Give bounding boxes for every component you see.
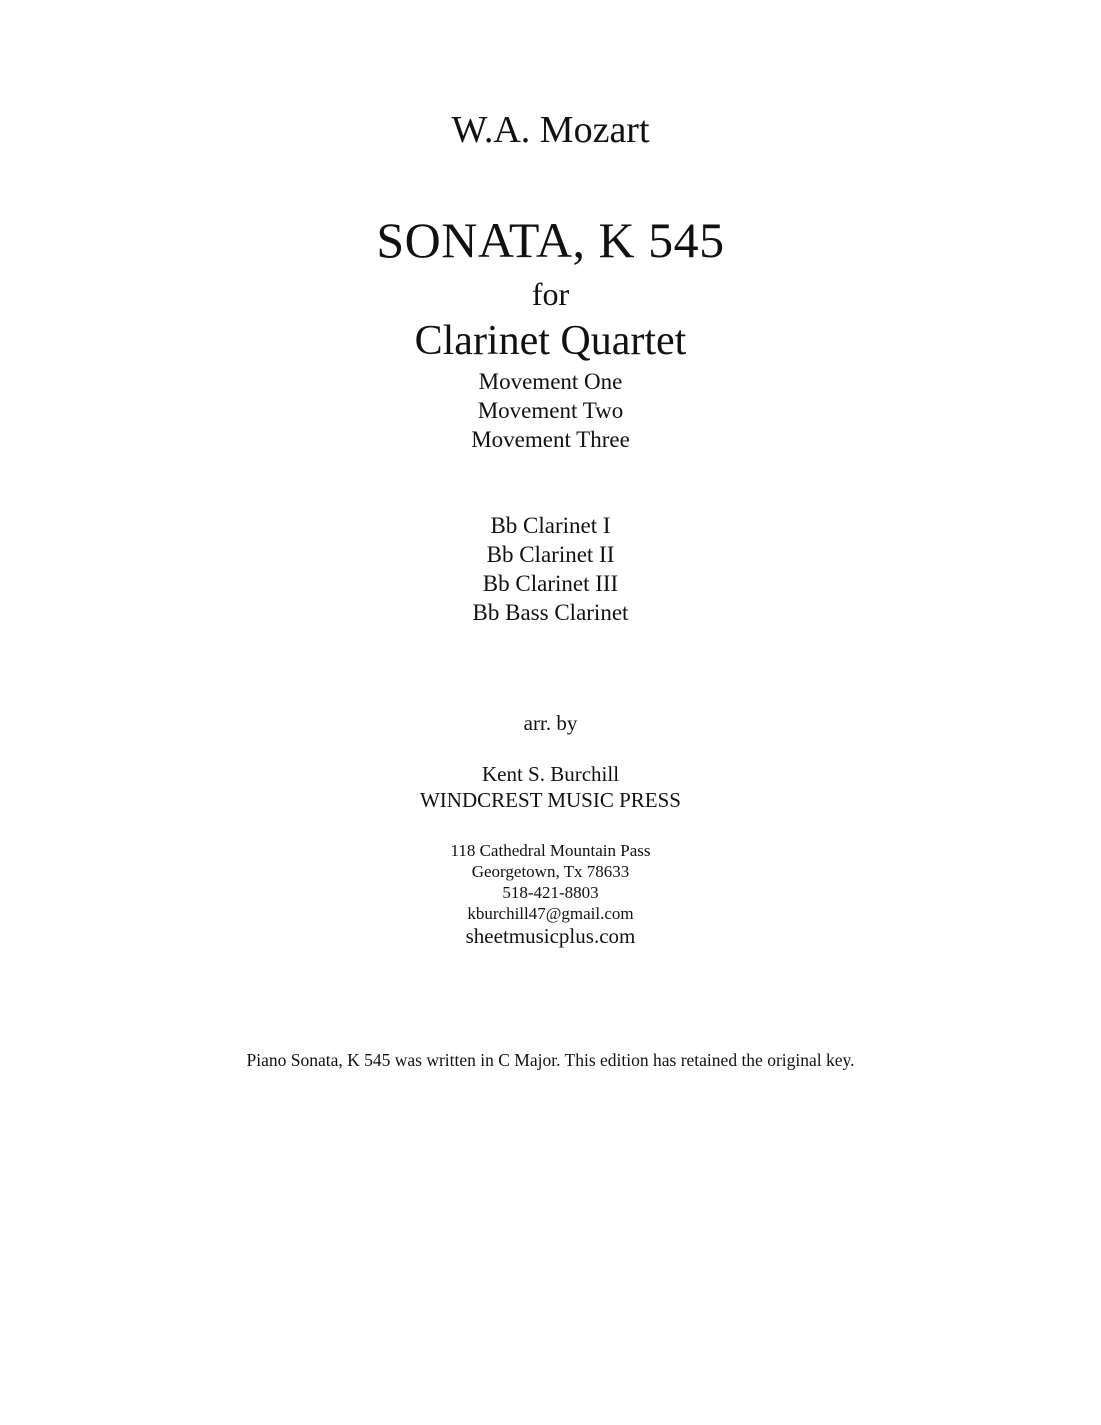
arranger-name: Kent S. Burchill [481, 762, 620, 786]
composer-name: W.A. Mozart [451, 109, 650, 151]
instrument-item: Bb Clarinet III [482, 571, 619, 596]
movement-item: Movement One [478, 369, 623, 394]
movement-item: Movement Three [471, 427, 630, 452]
city-state-zip: Georgetown, Tx 78633 [471, 862, 630, 881]
phone-number: 518-421-8803 [502, 883, 599, 902]
for-label: for [531, 276, 570, 312]
email-address: kburchill47@gmail.com [467, 904, 634, 923]
work-title: SONATA, K 545 [376, 212, 725, 268]
ensemble-title: Clarinet Quartet [414, 318, 687, 364]
arranged-by-label: arr. by [523, 711, 578, 735]
website: sheetmusicplus.com [465, 924, 636, 948]
street-address: 118 Cathedral Mountain Pass [450, 841, 651, 860]
edition-footnote: Piano Sonata, K 545 was written in C Major. This edition has retained the original key. [246, 1050, 855, 1070]
instrument-item: Bb Clarinet II [486, 542, 615, 567]
instrument-item: Bb Bass Clarinet [472, 600, 629, 625]
movement-item: Movement Two [477, 398, 624, 423]
publisher-name: WINDCREST MUSIC PRESS [419, 788, 681, 812]
instrument-item: Bb Clarinet I [490, 513, 611, 538]
